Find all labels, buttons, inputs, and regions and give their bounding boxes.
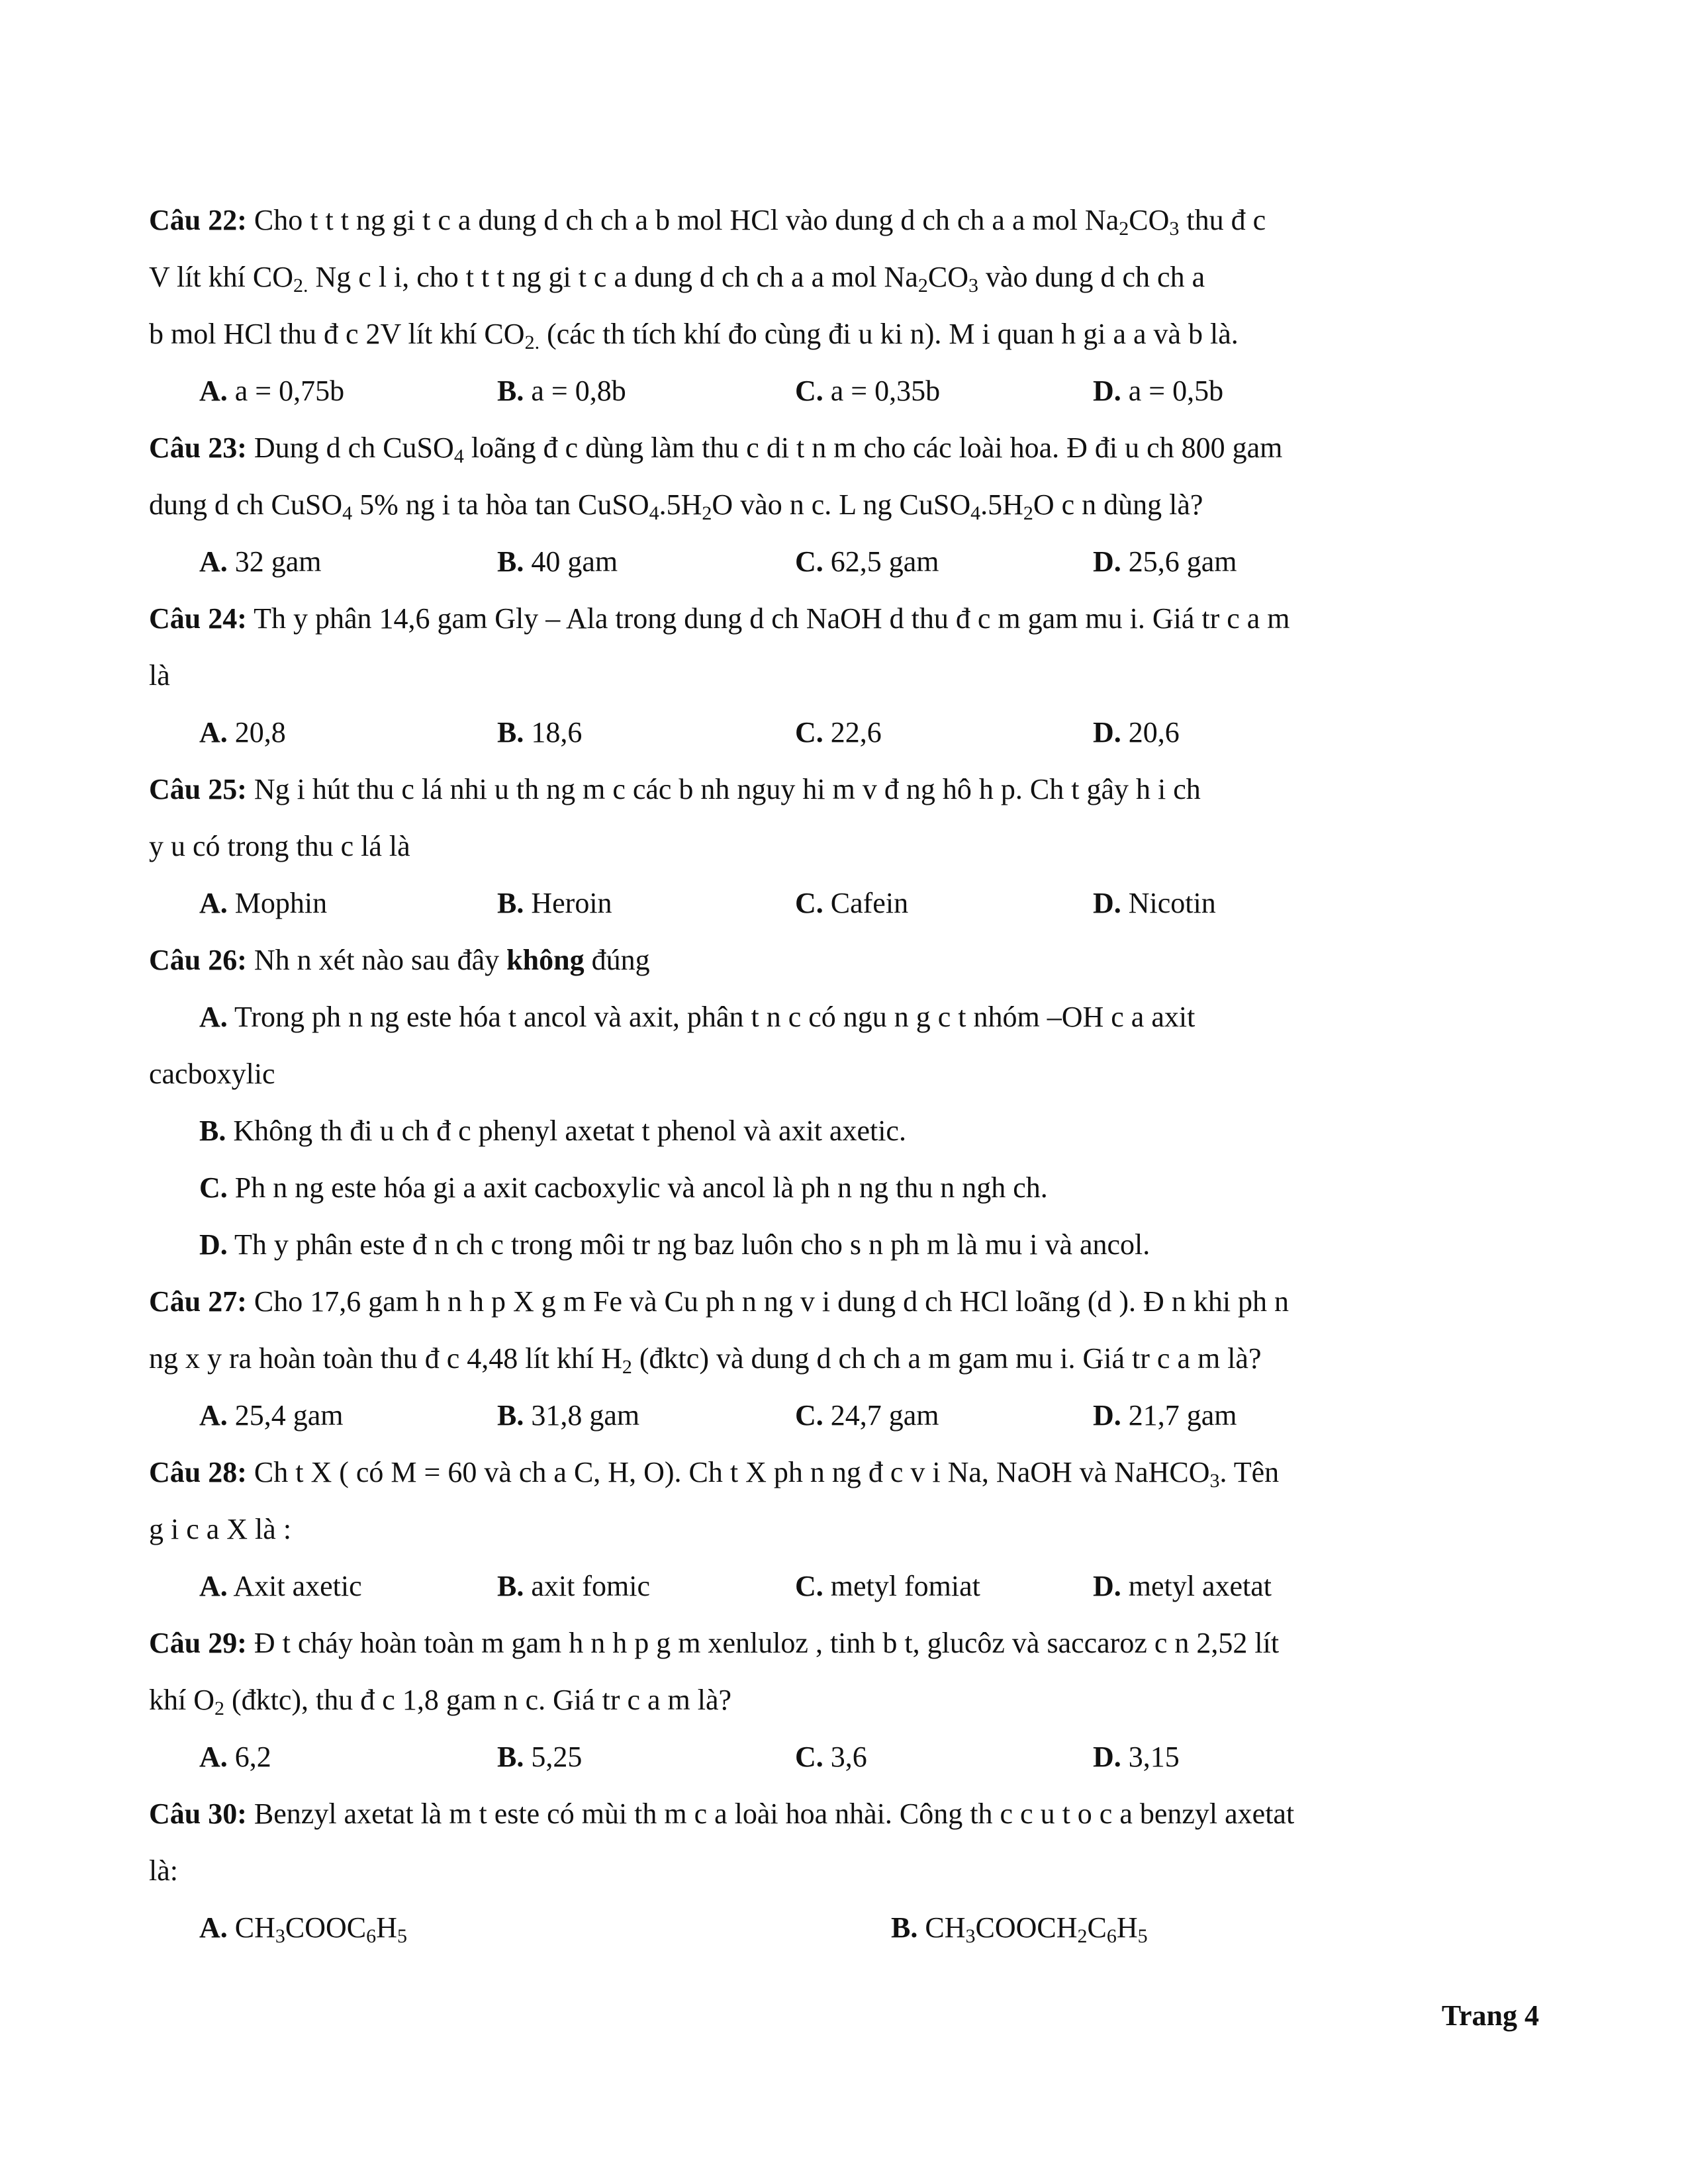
question-block-22 [149,192,1539,420]
question-label: Câu 30: [149,1797,247,1830]
question-text: Cho 17,6 gam h n h p X g m Fe và Cu ph n ng v i dung d ch HCl loãng (d ). Đ n khi ph n [254,1285,1289,1318]
question-text: Cho t t t ng gi t c a dung d ch ch a b mol HCl vào dung d ch ch a a mol $Na_2CO_3$ thu đ c [254,204,1266,240]
option-a[interactable]: A. 6,2 [199,1741,271,1773]
option-c[interactable]: C. 62,5 gam [795,545,939,578]
option-b[interactable]: B. 31,8 gam [497,1399,640,1432]
option-a[interactable]: A. a = 0,75b [199,375,345,407]
exam-page [149,192,1539,1956]
question-label: Câu 23: [149,432,247,464]
answer-options [149,875,1539,932]
option-d[interactable]: D. 20,6 [1093,716,1180,749]
option-a[interactable]: A. $CH_3COOC_6H_5$ [199,1911,407,1947]
question-line [149,590,1539,647]
answer-options [149,363,1539,420]
option-d[interactable]: D. metyl axetat [1093,1570,1272,1602]
question-line [149,1444,1539,1501]
question-block-24 [149,590,1539,761]
option-a-continuation: cacboxylic [149,1058,275,1090]
emphasis-word: không [506,944,585,976]
question-line [149,192,1539,249]
question-block-25 [149,761,1539,932]
question-line [149,420,1539,477]
option-d[interactable]: D. Nicotin [1093,887,1216,919]
option-d[interactable]: D. 3,15 [1093,1741,1180,1773]
option-b[interactable]: B. 40 gam [497,545,618,578]
option-a[interactable]: A. Trong ph n ng este hóa t ancol và axit, phân t n c có ngu n g c t nhóm –OH c a axit [199,1001,1196,1033]
answer-options [149,533,1539,590]
question-text: Đ t cháy hoàn toàn m gam h n h p g m xenluloz , tinh b t, glucôz và saccaroz c n 2,52 lít [254,1627,1280,1659]
question-line: là [149,659,170,692]
option-c[interactable]: C. 22,6 [795,716,882,749]
option-a[interactable]: A. Axit axetic [199,1570,362,1602]
option-d[interactable]: D. Th y phân este đ n ch c trong môi tr ng baz luôn cho s n ph m là mu i và ancol. [199,1228,1150,1261]
option-b[interactable]: B. a = 0,8b [497,375,626,407]
question-line: y u có trong thu c lá là [149,830,410,862]
option-c[interactable]: C. Ph n ng este hóa gi a axit cacboxylic và ancol là ph n ng thu n ngh ch. [199,1171,1048,1204]
question-line: ng x y ra hoàn toàn thu đ c 4,48 lít khí $H_2$ (đktc) và dung d ch ch a m gam mu i. Giá tr c a m là? [149,1342,1262,1378]
question-block-27 [149,1273,1539,1444]
option-d[interactable]: D. 21,7 gam [1093,1399,1237,1432]
option-d[interactable]: D. 25,6 gam [1093,545,1237,578]
option-b[interactable]: B. 5,25 [497,1741,583,1773]
question-label: Câu 25: [149,773,247,805]
question-block-23 [149,420,1539,590]
option-b[interactable]: B. $CH_3COOCH_2C_6H_5$ [891,1911,1148,1947]
option-b[interactable]: B. Không th đi u ch đ c phenyl axetat t phenol và axit axetic. [199,1115,906,1147]
question-label: Câu 24: [149,602,247,635]
question-block-30 [149,1786,1539,1956]
question-line: V lít khí $CO_{2.}$ Ng c l i, cho t t t ng gi t c a dung d ch ch a a mol $Na_2CO_3$ vào dung d ch ch a [149,261,1205,296]
option-a[interactable]: A. Mophin [199,887,328,919]
option-b[interactable]: B. axit fomic [497,1570,650,1602]
answer-options [149,704,1539,761]
answer-options [149,1729,1539,1786]
option-c[interactable]: C. 3,6 [795,1741,867,1773]
option-a[interactable]: A. 20,8 [199,716,286,749]
option-c[interactable]: C. a = 0,35b [795,375,941,407]
option-c[interactable]: C. metyl fomiat [795,1570,980,1602]
question-line: Câu 30: Benzyl axetat là m t este có mùi th m c a loài hoa nhài. Công th c c u t o c a benzyl axetat [149,1797,1295,1830]
question-line: dung d ch CuSO$_4$ 5% ng i ta hòa $\tan CuSO_4.5H_2O$ vào n c. L ng $CuSO_4.5H_2O$ c n dùng là? [149,488,1203,524]
answer-options [149,1558,1539,1615]
page-number: Trang 4 [1441,1999,1539,2032]
question-text: Ch t X ( có M = 60 và ch a C, H, O). Ch t X ph n ng đ c v i Na, NaOH và NaHCO$_3$. Tên [254,1456,1280,1492]
question-label: Câu 26: [149,944,247,976]
option-b[interactable]: B. Heroin [497,887,612,919]
question-line [149,1615,1539,1672]
question-label: Câu 22: [149,204,247,236]
question-block-26 [149,932,1539,1273]
question-text: Th y phân 14,6 gam Gly – Ala trong dung d ch NaOH d thu đ c m gam mu i. Giá tr c a m [254,602,1290,635]
question-block-28 [149,1444,1539,1615]
option-d[interactable]: D. a = 0,5b [1093,375,1224,407]
option-c[interactable]: C. 24,7 gam [795,1399,939,1432]
question-line: là: [149,1854,178,1887]
question-line: b mol HCl thu đ c 2V lít khí $CO_{2.}$ (các th tích khí đo cùng đi u ki n). M i quan h gi a a và b là. [149,318,1239,353]
option-a[interactable]: A. 32 gam [199,545,322,578]
option-a[interactable]: A. 25,4 gam [199,1399,344,1432]
question-line [149,761,1539,818]
option-b[interactable]: B. 18,6 [497,716,583,749]
question-block-29 [149,1615,1539,1786]
question-line: Câu 26: Nh n xét nào sau đây không đúng [149,944,650,976]
question-text: Dung d ch CuSO$_4$ loãng đ c dùng làm thu c di t n m cho các loài hoa. Đ đi u ch 800 gam [254,432,1283,467]
question-line: g i c a X là : [149,1513,292,1545]
option-c[interactable]: C. Cafein [795,887,909,919]
question-text: Ng i hút thu c lá nhi u th ng m c các b nh nguy hi m v đ ng hô h p. Ch t gây h i ch [254,773,1201,805]
question-line: khí $O_2$ (đktc), thu đ c 1,8 gam n c. Giá tr c a m là? [149,1684,732,1719]
answer-options [149,1899,1539,1956]
question-label: Câu 29: [149,1627,247,1659]
question-label: Câu 28: [149,1456,247,1488]
question-line [149,1273,1539,1330]
question-label: Câu 27: [149,1285,247,1318]
answer-options [149,1387,1539,1444]
